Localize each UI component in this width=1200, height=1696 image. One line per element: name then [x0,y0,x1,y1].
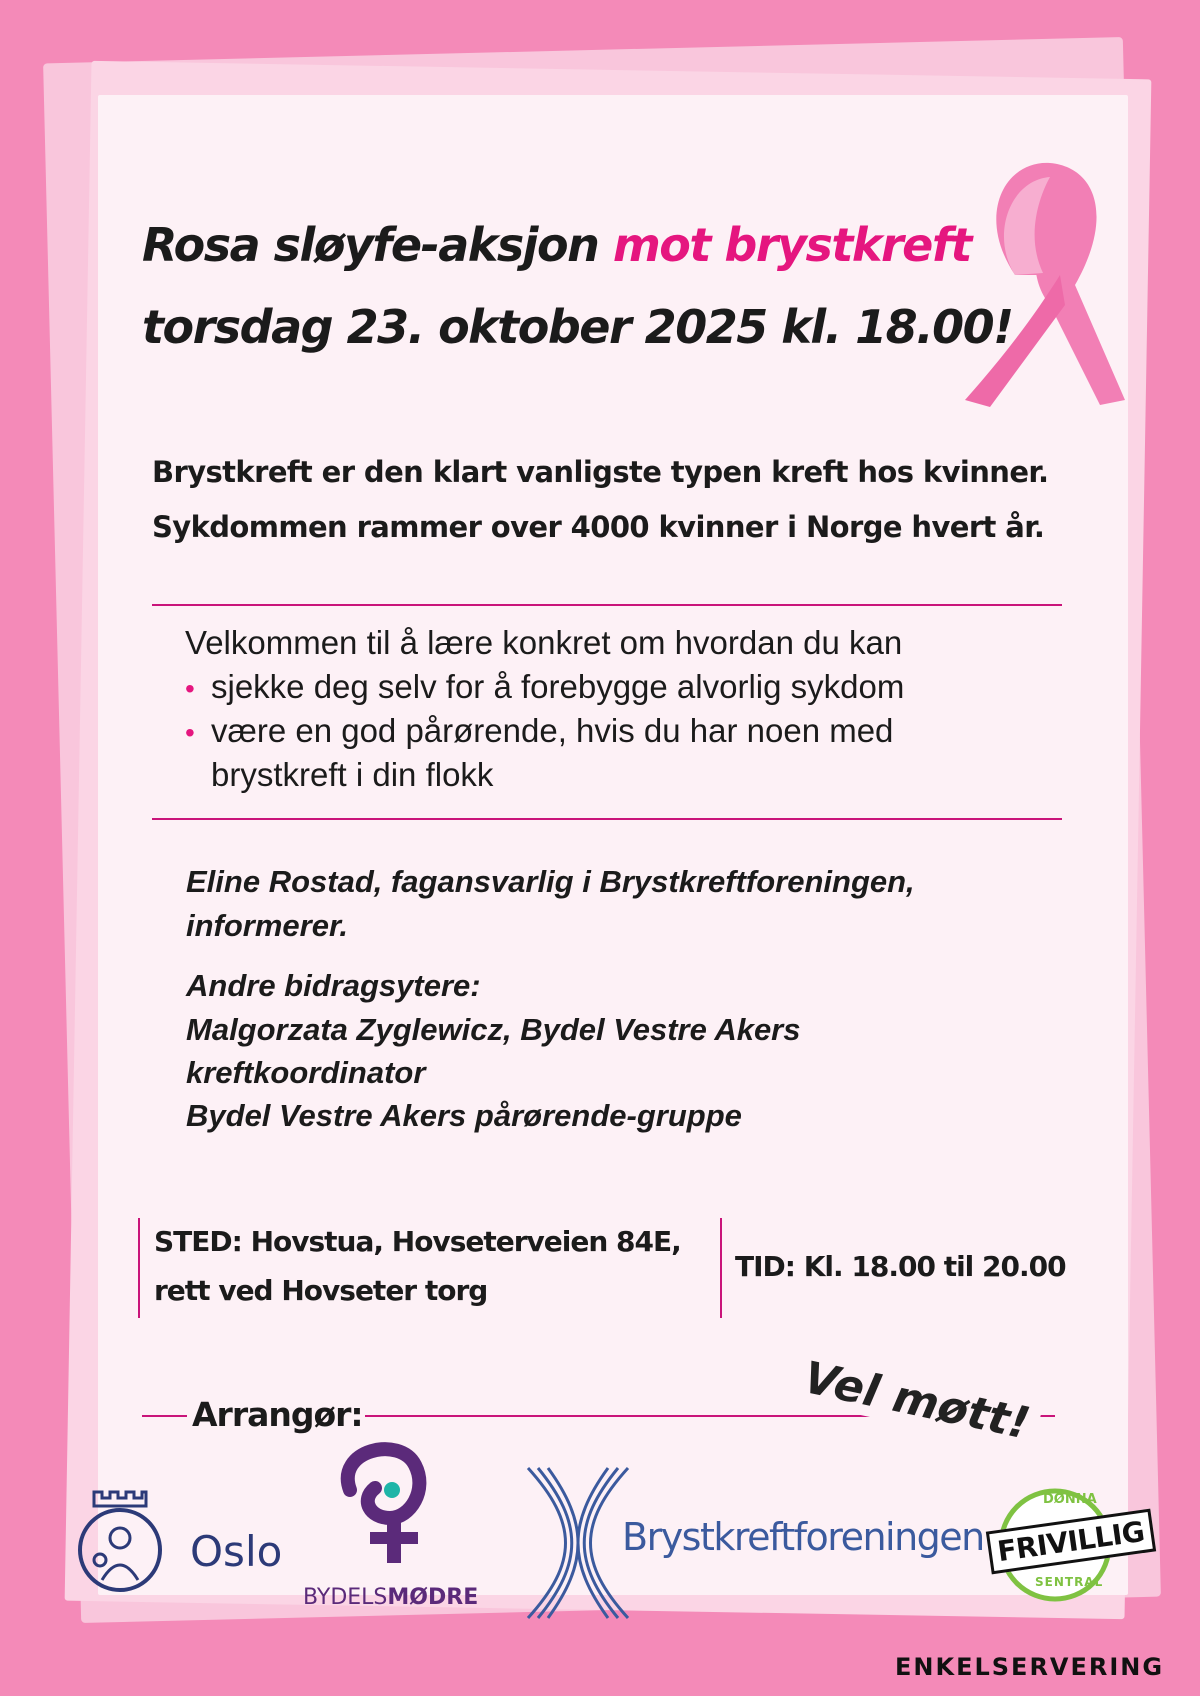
greeting-text: Vel møtt! [789,1350,1043,1452]
bullet-icon: • [185,717,195,748]
divider-top [152,604,1062,606]
place-line-2: rett ved Hovseter torg [154,1274,488,1307]
sentral-text: SENTRAL [1035,1575,1104,1589]
headline-date: torsdag 23. oktober 2025 kl. 18.00! [142,300,1013,354]
others-line-2: kreftkoordinator [186,1055,426,1090]
brystkreftforeningen-logo-icon [518,1463,638,1623]
divider-bottom [152,818,1062,820]
bullet-icon: • [185,673,195,704]
brystkreftforeningen-logo-text: Brystkreftforeningen [622,1515,984,1559]
organizer-rule-left [142,1415,187,1417]
bydelsmodre-logo-text [303,1585,478,1610]
welcome-lead: Velkommen til å lære konkret om hvordan du kan [185,624,903,661]
pink-ribbon-icon [955,155,1135,415]
others-line-1: Malgorzata Zyglewicz, Bydel Vestre Akers [186,1012,801,1047]
bullet-item-2 [185,712,893,750]
speaker-main-1: Eline Rostad, fagansvarlig i Brystkreftforeningen, [186,864,915,899]
bullet-text-1: sjekke deg selv for å forebygge alvorlig sykdom [211,668,905,705]
oslo-crest-icon [72,1488,168,1596]
intro-line-2: Sykdommen rammer over 4000 kvinner i Norge hvert år. [152,510,1045,544]
place-line-1: STED: Hovstua, Hovseterveien 84E, [154,1225,681,1258]
oslo-logo-text: Oslo [190,1527,283,1576]
donna-text: DØNNA [1043,1492,1097,1507]
intro-line-1: Brystkreft er den klart vanligste typen kreft hos kvinner. [152,455,1049,489]
bydelsmodre-logo-icon [330,1440,460,1565]
place-bar [138,1218,140,1318]
others-line-3: Bydel Vestre Akers pårørende-gruppe [186,1098,742,1133]
bullet-item-1 [185,668,904,706]
footer-text: ENKELSERVERING [895,1653,1165,1681]
headline-accent: mot brystkreft [612,218,971,272]
organizer-label: Arrangør: [192,1395,363,1434]
others-heading: Andre bidragsytere: [186,968,481,1003]
bydelsmodre-text-1: BYDELS [303,1585,388,1610]
speaker-main-2: informerer. [186,908,348,943]
time-text: TID: Kl. 18.00 til 20.00 [735,1250,1066,1283]
time-bar [720,1218,722,1318]
frivillig-text: FRIVILLIG [986,1509,1156,1575]
bullet-text-2-cont: brystkreft i din flokk [211,756,494,793]
bydelsmodre-text-2: MØDRE [387,1585,479,1610]
headline-part1: Rosa sløyfe-aksjon [142,218,613,272]
bullet-text-2: være en god pårørende, hvis du har noen med [211,712,894,749]
headline-line1 [142,218,971,272]
